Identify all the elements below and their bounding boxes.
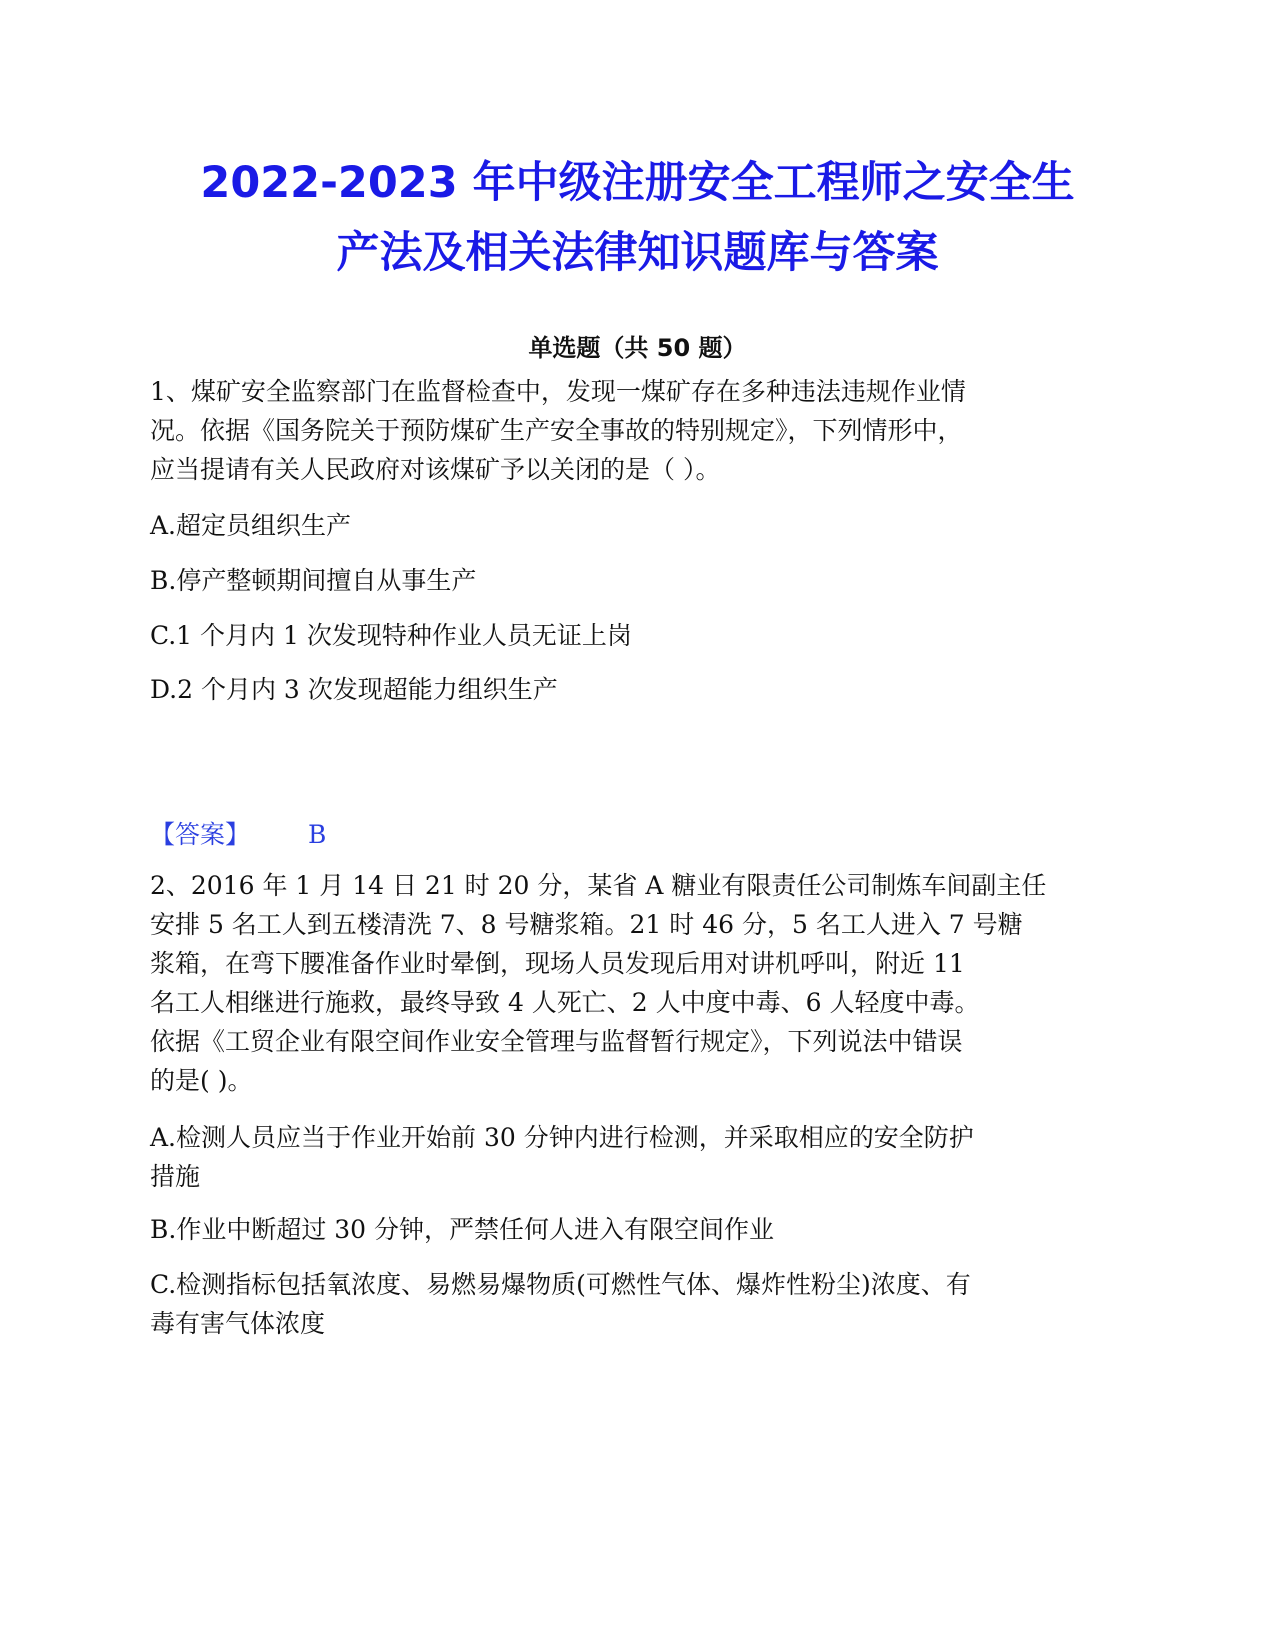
question-1-option-c: C.1 个月内 1 次发现特种作业人员无证上岗 [150, 621, 632, 650]
question-1-option-d: D.2 个月内 3 次发现超能力组织生产 [150, 675, 558, 704]
title-line-2: 产法及相关法律知识题库与答案 [336, 228, 939, 278]
document-title [120, 148, 1155, 288]
question-2-option-c [150, 1265, 1125, 1343]
option-line: 措施 [150, 1162, 201, 1191]
stem-line: 浆箱，在弯下腰准备作业时晕倒，现场人员发现后用对讲机呼叫，附近 11 [150, 949, 965, 978]
stem-line: 2、2016 年 1 月 14 日 21 时 20 分，某省 A 糖业有限责任公司制炼车间副主任 [150, 871, 1047, 900]
stem-line: 况。依据《国务院关于预防煤矿生产安全事故的特别规定》，下列情形中， [150, 416, 963, 445]
question-2-stem [150, 866, 1125, 1100]
option-line: 毒有害气体浓度 [150, 1309, 326, 1338]
stem-line: 依据《工贸企业有限空间作业安全管理与监督暂行规定》，下列说法中错误 [150, 1027, 963, 1056]
question-2-option-b: B.作业中断超过 30 分钟，严禁任何人进入有限空间作业 [150, 1215, 775, 1244]
question-1-option-a: A.超定员组织生产 [150, 511, 352, 540]
stem-line: 1、煤矿安全监察部门在监督检查中，发现一煤矿存在多种违法违规作业情 [150, 377, 966, 406]
stem-line: 的是( )。 [150, 1066, 253, 1095]
answer-value: B [308, 820, 327, 849]
question-1-answer [150, 815, 1125, 854]
stem-line: 名工人相继进行施救，最终导致 4 人死亡、2 人中度中毒、6 人轻度中毒。 [150, 988, 980, 1017]
title-line-1: 2022-2023 年中级注册安全工程师之安全生 [200, 158, 1075, 208]
stem-line: 应当提请有关人民政府对该煤矿予以关闭的是（ ）。 [150, 455, 721, 484]
stem-line: 安排 5 名工人到五楼清洗 7、8 号糖浆箱。21 时 46 分，5 名工人进入 7 号糖 [150, 910, 1023, 939]
option-line: A.检测人员应当于作业开始前 30 分钟内进行检测，并采取相应的安全防护 [150, 1123, 974, 1152]
answer-label: 【答案】 [150, 820, 251, 849]
question-1-stem [150, 372, 1125, 489]
option-line: C.检测指标包括氧浓度、易燃易爆物质(可燃性气体、爆炸性粉尘)浓度、有 [150, 1270, 971, 1299]
section-heading: 单选题（共 50 题） [528, 334, 747, 362]
question-2-option-a [150, 1118, 1125, 1196]
question-1-option-b: B.停产整顿期间擅自从事生产 [150, 566, 477, 595]
